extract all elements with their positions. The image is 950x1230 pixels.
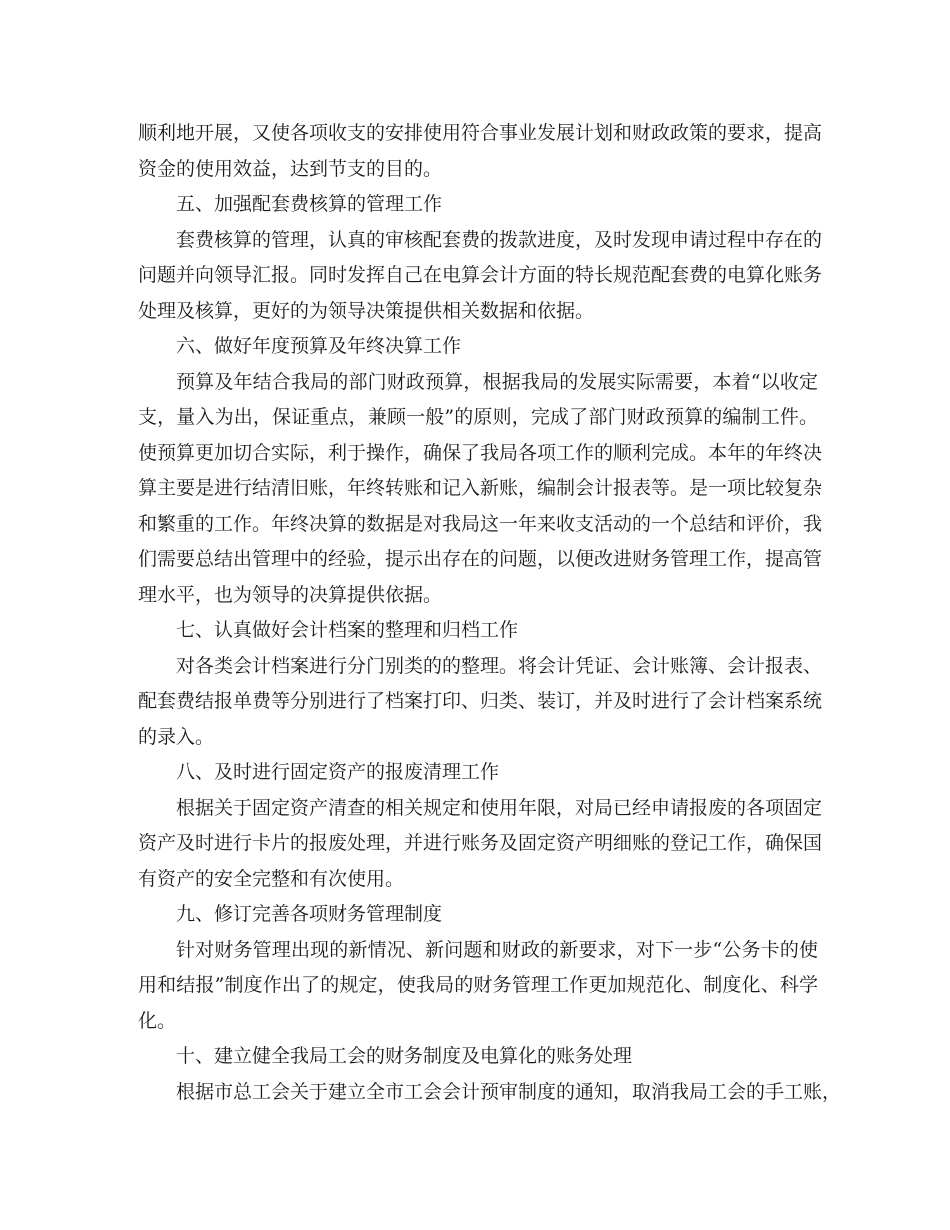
text-line: 配套费结报单费等分别进行了档案打印、归类、装订，并及时进行了会计档案系统	[138, 690, 823, 712]
text-line: 理水平，也为领导的决算提供依据。	[138, 583, 443, 606]
text-line: 算主要是进行结清旧账，年终转账和记入新账，编制会计报表等。是一项比较复杂	[138, 477, 823, 499]
text-line: 们需要总结出管理中的经验，提示出存在的问题，以便改进财务管理工作，提高管	[138, 548, 823, 570]
paragraph-section-8	[138, 791, 823, 898]
section-heading-9: 九、修订完善各项财务管理制度	[176, 903, 443, 925]
text-line: 有资产的安全完整和有次使用。	[138, 867, 405, 890]
text-line: 问题并向领导汇报。同时发挥自己在电算会计方面的特长规范配套费的电算化账务	[138, 264, 823, 286]
section-heading-10: 十、建立健全我局工会的财务制度及电算化的账务处理	[176, 1045, 633, 1067]
section-heading-6: 六、做好年度预算及年终决算工作	[176, 335, 462, 357]
text-line: 根据市总工会关于建立全市工会会计预审制度的通知，取消我局工会的手工账，	[176, 1080, 842, 1103]
text-line: 针对财务管理出现的新情况、新问题和财政的新要求，对下一步“公务卡的使	[176, 938, 818, 961]
text-line: 使预算更加切合实际，利于操作，确保了我局各项工作的顺利完成。本年的年终决	[138, 441, 823, 464]
text-line: 资金的使用效益，达到节支的目的。	[138, 157, 443, 180]
text-line: 资产及时进行卡片的报废处理，并进行账务及固定资产明细账的登记工作，确保国	[138, 832, 823, 854]
text-line: 顺利地开展，又使各项收支的安排使用符合事业发展计划和财政政策的要求，提高	[138, 122, 823, 144]
document-body	[138, 116, 842, 1110]
text-line: 预算及年结合我局的部门财政预算，根据我局的发展实际需要，本着“以收定	[176, 370, 818, 393]
text-line: 化。	[138, 1009, 177, 1032]
paragraph-section-6	[138, 365, 823, 614]
text-line: 根据关于固定资产清查的相关规定和使用年限，对局已经申请报废的各项固定	[176, 796, 823, 819]
paragraph-section-7	[138, 649, 823, 756]
section-heading-5: 五、加强配套费核算的管理工作	[176, 193, 443, 215]
text-line: 套费核算的管理，认真的审核配套费的拨款进度，及时发现申请过程中存在的	[176, 228, 823, 251]
paragraph-section-5	[138, 223, 823, 330]
section-heading-7: 七、认真做好会计档案的整理和归档工作	[176, 619, 519, 641]
text-line: 支，量入为出，保证重点，兼顾一般”的原则，完成了部门财政预算的编制工件。	[138, 406, 818, 428]
text-line: 对各类会计档案进行分门别类的的整理。将会计凭证、会计账簿、会计报表、	[176, 654, 823, 677]
text-line: 的录入。	[138, 725, 215, 748]
text-line: 和繁重的工作。年终决算的数据是对我局这一年来收支活动的一个总结和评价，我	[138, 512, 823, 535]
section-heading-8: 八、及时进行固定资产的报废清理工作	[176, 761, 500, 783]
paragraph-section-10	[138, 1075, 842, 1111]
paragraph-section-9	[138, 933, 818, 1040]
paragraph-continued	[138, 116, 823, 187]
text-line: 用和结报”制度作出了的规定，使我局的财务管理工作更加规范化、制度化、科学	[138, 974, 818, 996]
text-line: 处理及核算，更好的为领导决策提供相关数据和依据。	[138, 299, 595, 322]
